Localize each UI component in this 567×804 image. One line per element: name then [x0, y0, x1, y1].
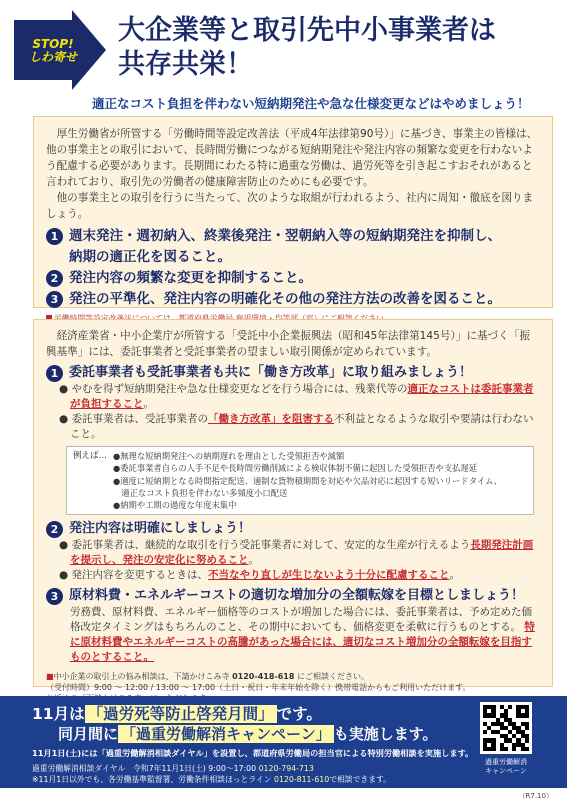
number-badge: 3 [46, 588, 63, 605]
page-title: 大企業等と取引先中小事業者は 共存共栄！ [118, 15, 496, 80]
number-badge: 2 [46, 521, 63, 538]
list-item: 3 発注の平準化、発注内容の明確化その他の発注方法の改善を図ること。 [46, 289, 540, 310]
section1-para2: 他の事業主との取引を行うに当たって、次のような取組が行われるよう、社内に周知・徹底を図りましょう。 [46, 192, 534, 220]
qr-code-icon [483, 705, 529, 751]
page-subtitle: 適正なコスト負担を伴わない短納期発注や急な仕様変更などはやめましょう！ [92, 96, 530, 111]
hotline2-phone: 0120-811-610 [273, 775, 330, 784]
stop-label: STOP! しわ寄せ [28, 37, 77, 64]
hotline-phone: 0120-794-713 [258, 764, 314, 773]
banner-contacts: 過重労働解消相談ダイヤル 令和7年11月1日(土) 9:00～17:00 0120-794-713 ※11月1日以外でも、各労働基準監督署、労働条件相談ほっとライン 0120-811-610で相談できます。 [32, 764, 391, 784]
examples-label: 例えば… [73, 451, 108, 461]
section-promotion-standard [33, 319, 553, 693]
list-item: 納期の適正化を図ること。 [69, 249, 231, 265]
heading-clear-orders: 2 発注内容は明確にしましょう！ [46, 519, 540, 538]
kakekomi-phone: 0120-418-618 [232, 672, 295, 682]
bullet-item: ● やむを得ず短納期発注や急な仕様変更などを行う場合には、残業代等の適正なコストは委託事業者が負担すること。 [59, 383, 534, 410]
qr-caption: 過重労働解消 キャンペーン [485, 758, 527, 775]
cost-body: 労務費、原材料費、エネルギー価格等のコストが増加した場合には、委託事業者は、予め定めた価格改定タイミングはもちろんのこと、その期中においても、価格変更を柔軟に行うものとする。 特に原材料費やエネルギーコストの高騰があった場合には、適切なコスト増加分の全額転嫁を目指すものとすること。 [70, 606, 535, 664]
bullet-item: ● 委託事業者は、継続的な取引を行う受託事業者に対して、安定的な生産が行えるよう長期発注計画を提示し、発注の安定化に努めること。 [59, 539, 534, 567]
number-badge: 2 [46, 270, 63, 287]
examples-box [66, 446, 534, 515]
examples-list: ●無理な短納期発注への納期遅れを理由とした受領拒否や減額 ●委託事業者自らの人手不足や長時間労働削減による検収体制不備に起因した受領拒否や支払遅延 ●適度に短納期となる時間指定配送、適制な貨物積期間を対応や欠品対応に起因する短いリードタイム、 適正なコスト負担を伴わない多頻度小口配送 ●納期や工期の過度な年度末集中 [113, 451, 502, 511]
banner-line3: 11月1日(土)には「過重労働解消相談ダイヤル」を設置し、都道府県労働局の担当官による特別労働相談を実施します。 [32, 748, 474, 758]
number-badge: 1 [46, 365, 63, 382]
bullet-item: ● 発注内容を変更するときは、不当なやり直しが生じないよう十分に配慮すること。 [59, 569, 460, 582]
version-label: （R7.10） [518, 792, 553, 800]
section2-intro: 経済産業省・中小企業庁が所管する「受託中小企業振興法（昭和45年法律第145号）」に基づく「振興基準」には、委託事業者と受託事業者の望ましい取引関係が定められています。 [46, 330, 530, 358]
consultation-note: ■中小企業の取引上の悩み相談は、下請かけこみ寺 0120-418-618 にご相談ください。 （受付時間）9:00 ～ 12:00 / 13:00 ～ 17:00（土日・祝日・年末年始を除く）携帯電話からもご利用いただけます。 [46, 672, 471, 693]
heading-work-style: 1 委託事業者も受託事業者も共に「働き方改革」に取り組みましょう！ [46, 363, 540, 382]
campaign-banner [0, 696, 567, 788]
list-item: 2 発注内容の頻繁な変更を抑制すること。 [46, 268, 540, 289]
banner-line2: 同月間に 「過重労働解消キャンペーン」 も実施します。 [58, 725, 438, 743]
heading-cost-pass-through: 3 原材料費・エネルギーコストの適切な増加分の全額転嫁を目標としましょう！ [46, 586, 540, 605]
banner-line1: 11月は 「過労死等防止啓発月間」 です。 [32, 705, 322, 723]
number-badge: 1 [46, 228, 63, 245]
section-labor-law [33, 116, 553, 308]
bullet-item: ● 委託事業者は、受託事業者の「働き方改革」を阻害する不利益となるような取引や要請は行わないこと。 [59, 413, 534, 440]
section1-list [46, 226, 540, 310]
number-badge: 3 [46, 291, 63, 308]
list-item: 1 週末発注・週初納入、終業後発注・翌朝納入等の短納期発注を抑制し、 [46, 226, 540, 247]
section1-para1: 厚生労働省が所管する「労働時間等設定改善法（平成4年法律第90号）」に基づき、事業主の皆様は、他の事業主との取引において、長時間労働につながる短納期発注や発注内容の頻繁な変更を行わないよう配慮する必要があります。長期間にわたる特に過重な労働は、過労死等を引き起こすおそれがあると言われており、取引先の労働者の健康障害防止のためにも必要です。 [46, 128, 538, 188]
qr-code[interactable] [480, 702, 532, 754]
